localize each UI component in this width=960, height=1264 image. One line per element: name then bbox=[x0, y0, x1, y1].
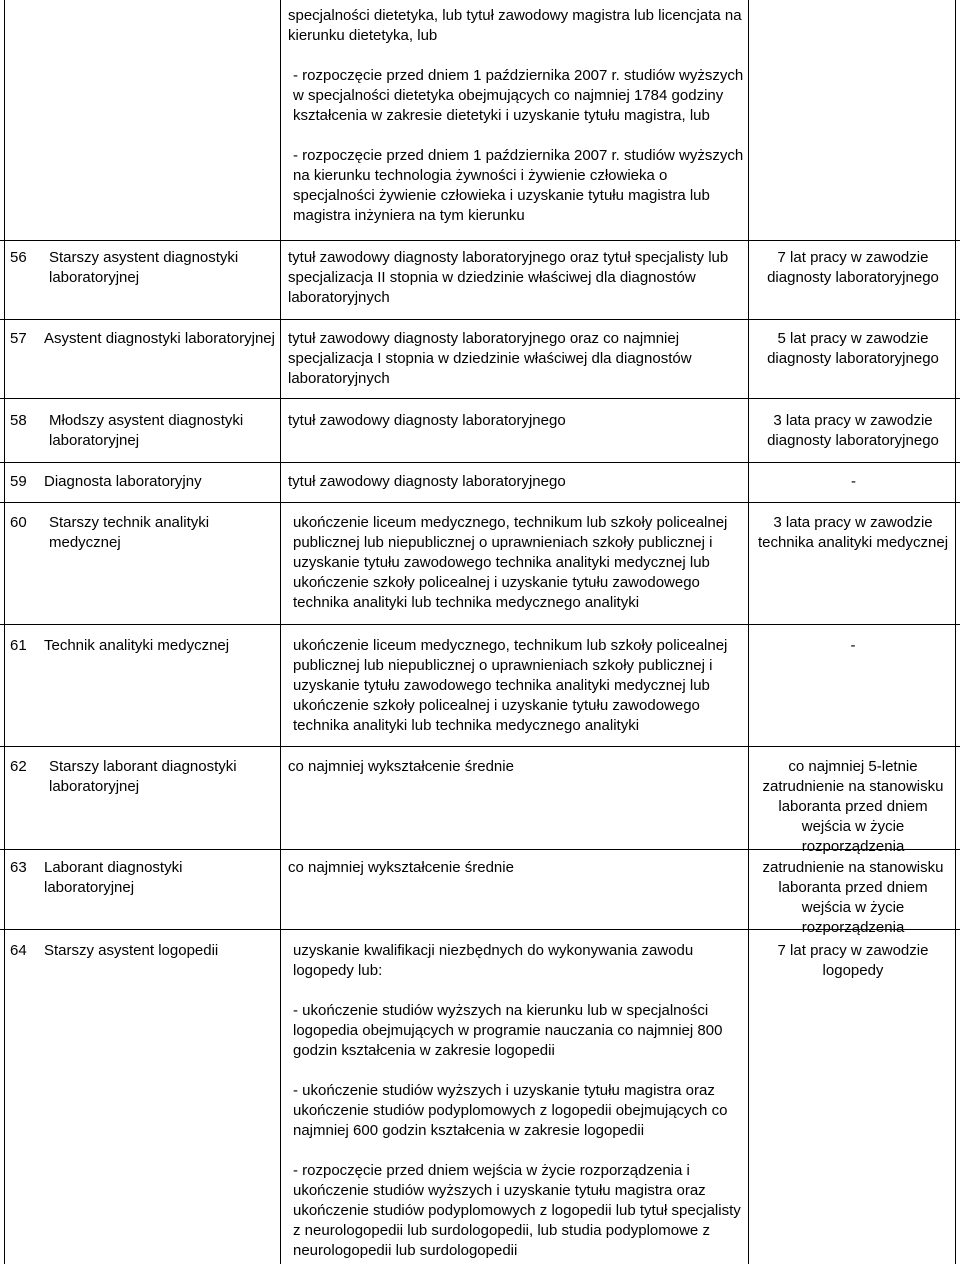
row-number: 57 bbox=[10, 330, 27, 347]
position-title: Technik analityki medycznej bbox=[44, 637, 230, 654]
continuation-requirements bbox=[288, 6, 746, 226]
row-divider bbox=[0, 502, 960, 503]
column-divider bbox=[280, 0, 281, 1264]
table-border-left bbox=[4, 0, 5, 1264]
column-divider bbox=[748, 0, 749, 1264]
requirement-text: - ukończenie studiów wyższych i uzyskanie tytułu magistra oraz ukończenie studiów podyplomowych z logopedii obejmujących co najmniej 600 godzin kształcenia w zakresie logopedii bbox=[293, 1082, 728, 1139]
requirement-text: - rozpoczęcie przed dniem 1 października 2007 r. studiów wyższych w specjalności dietetyka obejmujących co najmniej 1784 godziny kształcenia w zakresie dietetyki i uzyskanie tytułu magistra, lub bbox=[293, 67, 744, 124]
requirement-text: tytuł zawodowy diagnosty laboratoryjnego oraz tytuł specjalisty lub specjalizacja II stopnia w dziedzinie właściwej dla diagnostów laboratoryjnych bbox=[288, 249, 729, 306]
row-number: 56 bbox=[10, 249, 27, 266]
requirement-text: tytuł zawodowy diagnosty laboratoryjnego oraz co najmniej specjalizacja I stopnia w dziedzinie właściwej dla diagnostów laboratoryjnych bbox=[288, 330, 692, 387]
row-divider bbox=[0, 746, 960, 747]
requirements-cell bbox=[288, 941, 746, 1261]
row-number: 60 bbox=[10, 514, 27, 531]
position-title: Diagnosta laboratoryjny bbox=[44, 473, 202, 490]
requirement-text: - rozpoczęcie przed dniem wejścia w życie rozporządzenia i ukończenie studiów wyższych i uzyskanie tytułu magistra oraz ukończenie studiów podyplomowych z logopedii lub tytuł specjalisty z neurologopedii lub surdologopedii, lub studia podyplomowe z neurologopedii lub surdologopedii bbox=[293, 1162, 741, 1259]
row-number: 62 bbox=[10, 758, 27, 775]
requirements-cell bbox=[288, 411, 746, 431]
row-divider bbox=[0, 462, 960, 463]
requirements-cell bbox=[288, 858, 746, 878]
experience-cell: - bbox=[850, 637, 856, 654]
position-title: Starszy asystent logopedii bbox=[44, 942, 219, 959]
row-number: 59 bbox=[10, 473, 27, 490]
requirement-text: tytuł zawodowy diagnosty laboratoryjnego bbox=[288, 412, 566, 429]
requirement-text: ukończenie liceum medycznego, technikum lub szkoły policealnej publicznej lub niepublicznej o uprawnieniach szkoły publicznej i uzyskanie tytułu zawodowego technika analityki medycznej lub ukończenie szkoły policealnej i uzyskanie tytułu zawodowego technika analityki lub technika medycznego analityki bbox=[293, 514, 728, 611]
position-title: Młodszy asystent diagnostyki laboratoryjnej bbox=[49, 412, 244, 449]
row-divider bbox=[0, 240, 960, 241]
position-title: Asystent diagnostyki laboratoryjnej bbox=[44, 330, 275, 347]
experience-cell: 7 lat pracy w zawodzie diagnosty laboratoryjnego bbox=[767, 249, 939, 286]
requirement-text: co najmniej wykształcenie średnie bbox=[288, 859, 514, 876]
position-title: Starszy technik analityki medycznej bbox=[49, 514, 210, 551]
experience-cell: co najmniej 5-letnie zatrudnienie na stanowisku laboranta przed dniem wejścia w życie rozporządzenia bbox=[762, 758, 944, 855]
row-number: 64 bbox=[10, 942, 27, 959]
requirement-text: uzyskanie kwalifikacji niezbędnych do wykonywania zawodu logopedy lub: bbox=[293, 942, 694, 979]
requirements-cell bbox=[288, 757, 746, 777]
experience-cell: 3 lata pracy w zawodzie diagnosty laboratoryjnego bbox=[767, 412, 939, 449]
requirements-cell bbox=[288, 513, 746, 613]
experience-cell: zatrudnienie na stanowisku laboranta przed dniem wejścia w życie rozporządzenia bbox=[762, 859, 944, 936]
requirement-text: - rozpoczęcie przed dniem 1 października 2007 r. studiów wyższych na kierunku technologia żywności i żywienie człowieka o specjalności żywienie człowieka i uzyskanie tytułu magistra lub magistra inżyniera na tym kierunku bbox=[293, 147, 744, 224]
row-divider bbox=[0, 624, 960, 625]
position-title: Laborant diagnostyki laboratoryjnej bbox=[44, 859, 183, 896]
row-number: 61 bbox=[10, 637, 27, 654]
requirements-cell bbox=[288, 472, 746, 492]
table-border-right bbox=[955, 0, 956, 1264]
row-divider bbox=[0, 319, 960, 320]
requirement-text: tytuł zawodowy diagnosty laboratoryjnego bbox=[288, 473, 566, 490]
experience-cell: - bbox=[851, 473, 856, 490]
requirement-text: ukończenie liceum medycznego, technikum lub szkoły policealnej publicznej lub niepublicznej o uprawnieniach szkoły publicznej i uzyskanie tytułu zawodowego technika analityki medycznej lub ukończenie szkoły policealnej i uzyskanie tytułu zawodowego technika analityki lub technika medycznego analityki bbox=[293, 637, 728, 734]
requirement-text: specjalności dietetyka, lub tytuł zawodowy magistra lub licencjata na kierunku dietetyka, lub bbox=[288, 7, 742, 44]
requirements-cell bbox=[288, 248, 746, 308]
position-title: Starszy asystent diagnostyki laboratoryjnej bbox=[49, 249, 239, 286]
position-title: Starszy laborant diagnostyki laboratoryjnej bbox=[49, 758, 237, 795]
row-number: 58 bbox=[10, 412, 27, 429]
row-divider bbox=[0, 398, 960, 399]
experience-cell: 3 lata pracy w zawodzie technika analityki medycznej bbox=[757, 514, 949, 551]
requirements-cell bbox=[288, 636, 746, 736]
row-number: 63 bbox=[10, 859, 27, 876]
requirement-text: co najmniej wykształcenie średnie bbox=[288, 758, 514, 775]
experience-cell: 7 lat pracy w zawodzie logopedy bbox=[777, 942, 929, 979]
experience-cell: 5 lat pracy w zawodzie diagnosty laboratoryjnego bbox=[767, 330, 939, 367]
requirements-cell bbox=[288, 329, 746, 389]
requirement-text: - ukończenie studiów wyższych na kierunku lub w specjalności logopedia obejmujących w programie nauczania co najmniej 800 godzin kształcenia w zakresie logopedii bbox=[293, 1002, 723, 1059]
